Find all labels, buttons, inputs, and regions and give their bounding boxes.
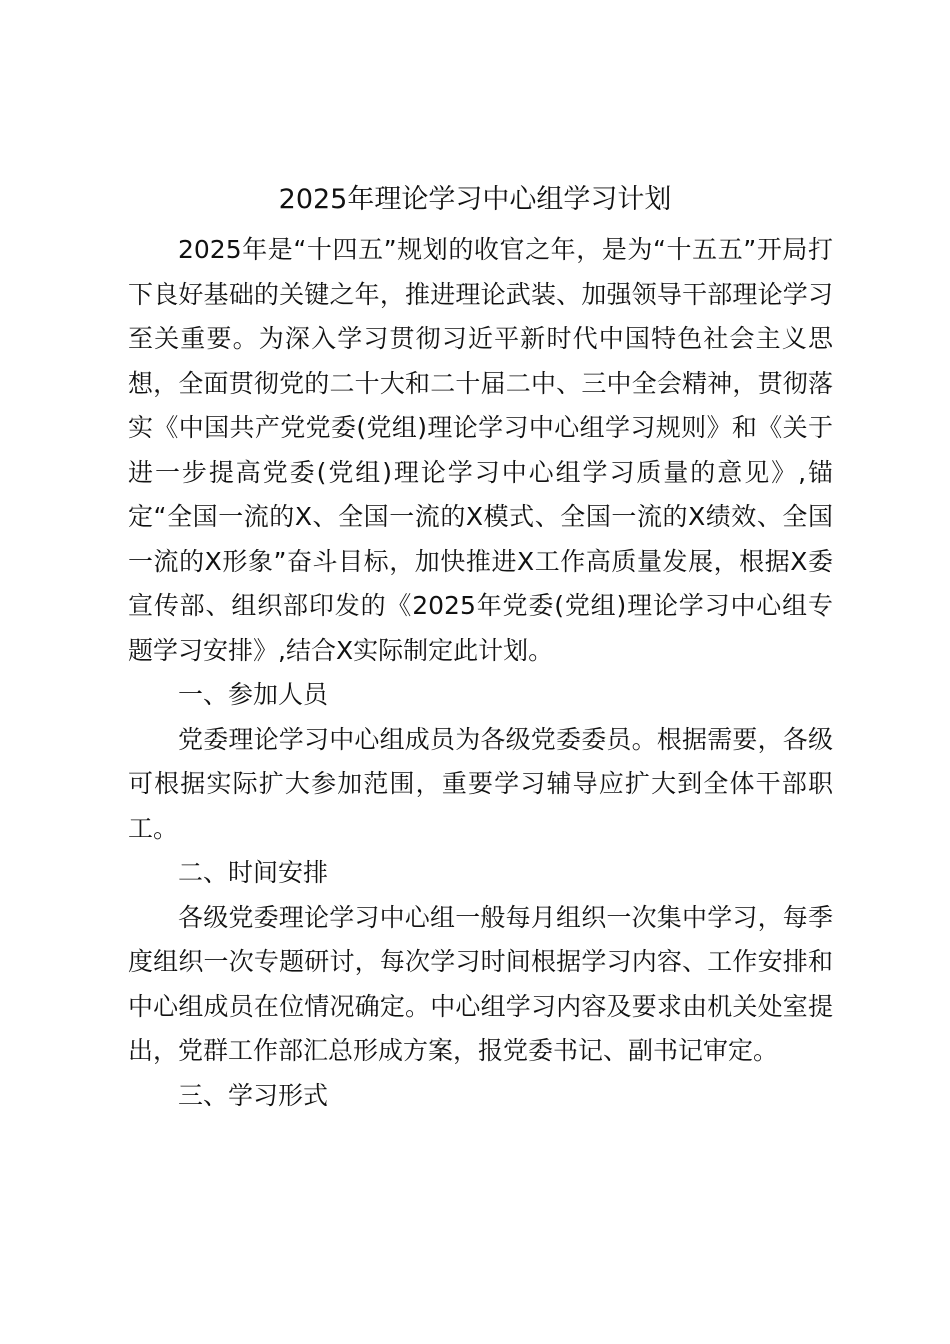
- section-heading-format: 三、学习形式: [178, 1080, 329, 1110]
- intro-paragraph: 2025年是“十四五”规划的收官之年，是为“十五五”开局打下良好基础的关键之年，推进理论武装、加强领导干部理论学习至关重要。为深入学习贯彻习近平新时代中国特色社会主义思想，全面贯彻党的二十大和二十届二中、三中全会精神，贯彻落实《中国共产党党委(党组)理论学习中心组学习规则》和《关于进一步提高党委(党组)理论学习中心组学习质量的意见》,锚定“全国一流的X、全国一流的X模式、全国一流的X绩效、全国一流的X形象”奋斗目标，加快推进X工作高质量发展，根据X委宣传部、组织部印发的《2025年党委(党组)理论学习中心组专题学习安排》,结合X实际制定此计划。: [128, 235, 833, 665]
- section-text-schedule: 各级党委理论学习中心组一般每月组织一次集中学习，每季度组织一次专题研讨，每次学习时间根据学习内容、工作安排和中心组成员在位情况确定。中心组学习内容及要求由机关处室提出，党群工作部汇总形成方案，报党委书记、副书记审定。: [128, 902, 833, 1065]
- section-text-participants: 党委理论学习中心组成员为各级党委委员。根据需要，各级可根据实际扩大参加范围，重要学习辅导应扩大到全体干部职工。: [128, 724, 833, 843]
- section-heading-schedule: 二、时间安排: [178, 858, 329, 887]
- document-title: 2025年理论学习中心组学习计划: [278, 184, 672, 215]
- document-body: [128, 228, 833, 1118]
- section-heading-participants: 一、参加人员: [178, 680, 329, 709]
